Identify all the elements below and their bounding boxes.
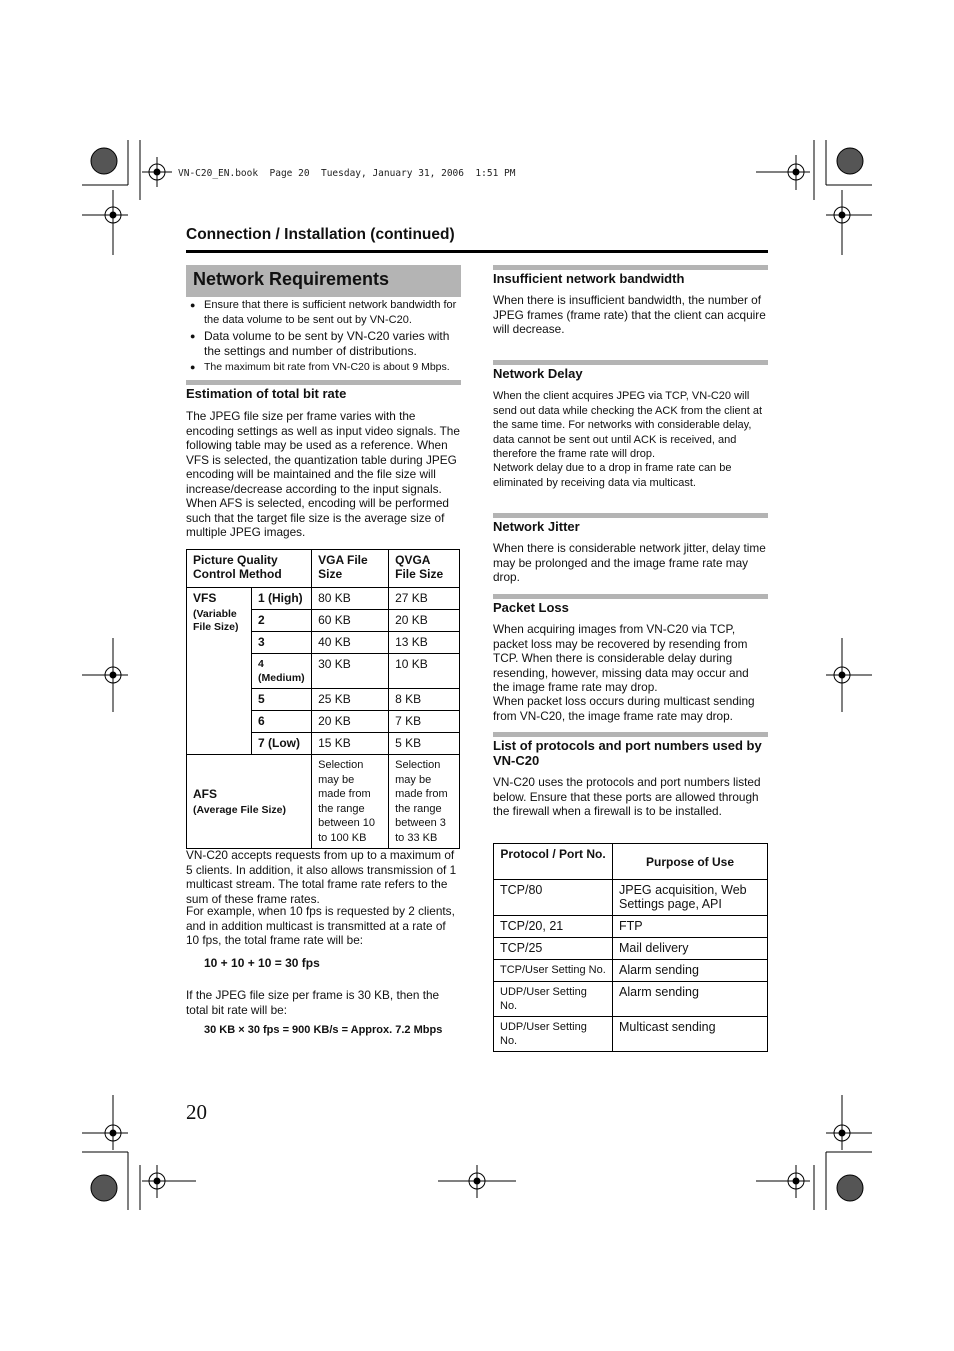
bandwidth-title: Insufficient network bandwidth bbox=[493, 271, 685, 286]
formula-frame-rate: 10 + 10 + 10 = 30 fps bbox=[204, 956, 320, 970]
bullet-item: ● Data volume to be sent by VN-C20 varies with the settings and number of distributions. bbox=[186, 329, 461, 358]
bullet-list bbox=[186, 298, 461, 377]
purpose-cell: Alarm sending bbox=[613, 960, 768, 982]
purpose-cell: Mail delivery bbox=[613, 938, 768, 960]
level-cell: 6 bbox=[252, 711, 312, 733]
qvga-cell: 20 KB bbox=[389, 610, 460, 632]
vfs-sub: (Variable File Size) bbox=[193, 608, 239, 633]
vga-cell: 80 KB bbox=[312, 588, 389, 610]
afs-vga-cell: Selection may be made from the range between 10 to 100 KB bbox=[312, 755, 389, 849]
page-header: Connection / Installation (continued) bbox=[186, 226, 455, 243]
file-size-table bbox=[186, 549, 460, 849]
book-file-line: VN-C20_EN.book Page 20 Tuesday, January 31, 2006 1:51 PM bbox=[178, 168, 516, 179]
port-cell: TCP/User Setting No. bbox=[494, 960, 613, 982]
estimation-title: Estimation of total bit rate bbox=[186, 386, 347, 401]
bitrate-text: If the JPEG file size per frame is 30 KB, then the total bit rate will be: bbox=[186, 988, 440, 1017]
port-cell: UDP/User Setting No. bbox=[494, 982, 613, 1017]
bandwidth-text: When there is insufficient bandwidth, the number of JPEG frames (frame rate) that the client can acquire will decrease. bbox=[493, 293, 766, 336]
delay-title: Network Delay bbox=[493, 366, 583, 381]
section-rule bbox=[493, 360, 768, 365]
qvga-cell: 10 KB bbox=[389, 654, 460, 689]
purpose-cell: Alarm sending bbox=[613, 982, 768, 1017]
jitter-text: When there is considerable network jitter, delay time may be prolonged and the image frame rate may drop. bbox=[493, 541, 766, 584]
table-header: Picture Quality Control Method bbox=[187, 550, 312, 588]
vga-cell: 40 KB bbox=[312, 632, 389, 654]
loss-text: When acquiring images from VN-C20 via TCP, packet loss may be recovered by resending from TCP. When there is considerable delay during resending, however, missing data may occur and the image frame rate may drop. bbox=[493, 622, 749, 694]
bullet-item: ● Ensure that there is sufficient network bandwidth for the data volume to be sent out by VN-C20. bbox=[186, 298, 461, 327]
vga-cell: 20 KB bbox=[312, 711, 389, 733]
ports-title: List of protocols and port numbers used by VN-C20 bbox=[493, 738, 762, 768]
qvga-cell: 5 KB bbox=[389, 733, 460, 755]
afs-label: AFS bbox=[193, 786, 217, 801]
afs-qvga-cell: Selection may be made from the range between 3 to 33 KB bbox=[389, 755, 460, 849]
level-cell: 5 bbox=[252, 689, 312, 711]
table-header: Purpose of Use bbox=[613, 844, 768, 880]
port-cell: TCP/80 bbox=[494, 880, 613, 916]
ports-table bbox=[493, 843, 768, 1052]
level-cell: 1 (High) bbox=[252, 588, 312, 610]
section-title: Network Requirements bbox=[193, 269, 390, 289]
estimation-text: The JPEG file size per frame varies with the encoding settings as well as input video signals. The following table may be used as a reference. When VFS is selected, the quantization table during JPEG encoding will be maintained and the file size will increase/decrease according to the input signals. When AFS is selected, encoding will be performed such that the target file size is the average size of multiple JPEG images. bbox=[186, 409, 460, 539]
delay-text: When the client acquires JPEG via TCP, VN-C20 will send out data while checking the ACK from the client at the same time. For networks with considerable delay, data cannot be sent out until ACK is received, and therefore the frame rate will drop. bbox=[493, 390, 763, 460]
qvga-cell: 13 KB bbox=[389, 632, 460, 654]
loss-text-2: When packet loss occurs during multicast sending from VN-C20, the image frame rate may drop. bbox=[493, 694, 755, 723]
section-rule bbox=[493, 732, 768, 737]
level-cell: 4 (Medium) bbox=[252, 654, 312, 689]
port-cell: TCP/20, 21 bbox=[494, 916, 613, 938]
vga-cell: 30 KB bbox=[312, 654, 389, 689]
loss-title: Packet Loss bbox=[493, 600, 569, 615]
vga-cell: 60 KB bbox=[312, 610, 389, 632]
level-cell: 2 bbox=[252, 610, 312, 632]
bullet-item: ● The maximum bit rate from VN-C20 is about 9 Mbps. bbox=[186, 360, 461, 375]
port-cell: TCP/25 bbox=[494, 938, 613, 960]
ports-text: VN-C20 uses the protocols and port numbers listed below. Ensure that these ports are allowed through the firewall when a firewall is to be installed. bbox=[493, 775, 761, 818]
clients-text: VN-C20 accepts requests from up to a maximum of 5 clients. In addition, it also allows transmission of 1 multicast stream. The total frame rate refers to the sum of these frame rates. bbox=[186, 848, 457, 906]
delay-text-2: Network delay due to a drop in frame rate can be eliminated by receiving data via multicast. bbox=[493, 462, 732, 489]
section-rule bbox=[493, 594, 768, 599]
example-text: For example, when 10 fps is requested by 2 clients, and in addition multicast is transmitted at a rate of 10 fps, the total frame rate will be: bbox=[186, 904, 455, 947]
vfs-label: VFS bbox=[193, 591, 217, 605]
header-rule bbox=[186, 250, 768, 253]
purpose-cell: FTP bbox=[613, 916, 768, 938]
purpose-cell: JPEG acquisition, Web Settings page, API bbox=[613, 880, 768, 916]
table-header: QVGA File Size bbox=[389, 550, 460, 588]
formula-bit-rate: 30 KB × 30 fps = 900 KB/s = Approx. 7.2 Mbps bbox=[204, 1024, 443, 1036]
port-cell: UDP/User Setting No. bbox=[494, 1017, 613, 1052]
afs-cell bbox=[187, 755, 312, 849]
vga-cell: 15 KB bbox=[312, 733, 389, 755]
table-header: Protocol / Port No. bbox=[494, 844, 613, 880]
level-cell: 7 (Low) bbox=[252, 733, 312, 755]
qvga-cell: 8 KB bbox=[389, 689, 460, 711]
qvga-cell: 7 KB bbox=[389, 711, 460, 733]
section-rule bbox=[186, 380, 461, 385]
afs-sub: (Average File Size) bbox=[193, 803, 286, 816]
level-cell: 3 bbox=[252, 632, 312, 654]
jitter-title: Network Jitter bbox=[493, 519, 580, 534]
section-rule bbox=[493, 513, 768, 518]
page-number: 20 bbox=[186, 1100, 207, 1124]
table-header: VGA File Size bbox=[312, 550, 389, 588]
section-rule bbox=[493, 265, 768, 270]
qvga-cell: 27 KB bbox=[389, 588, 460, 610]
purpose-cell: Multicast sending bbox=[613, 1017, 768, 1052]
vfs-cell bbox=[187, 588, 252, 755]
vga-cell: 25 KB bbox=[312, 689, 389, 711]
